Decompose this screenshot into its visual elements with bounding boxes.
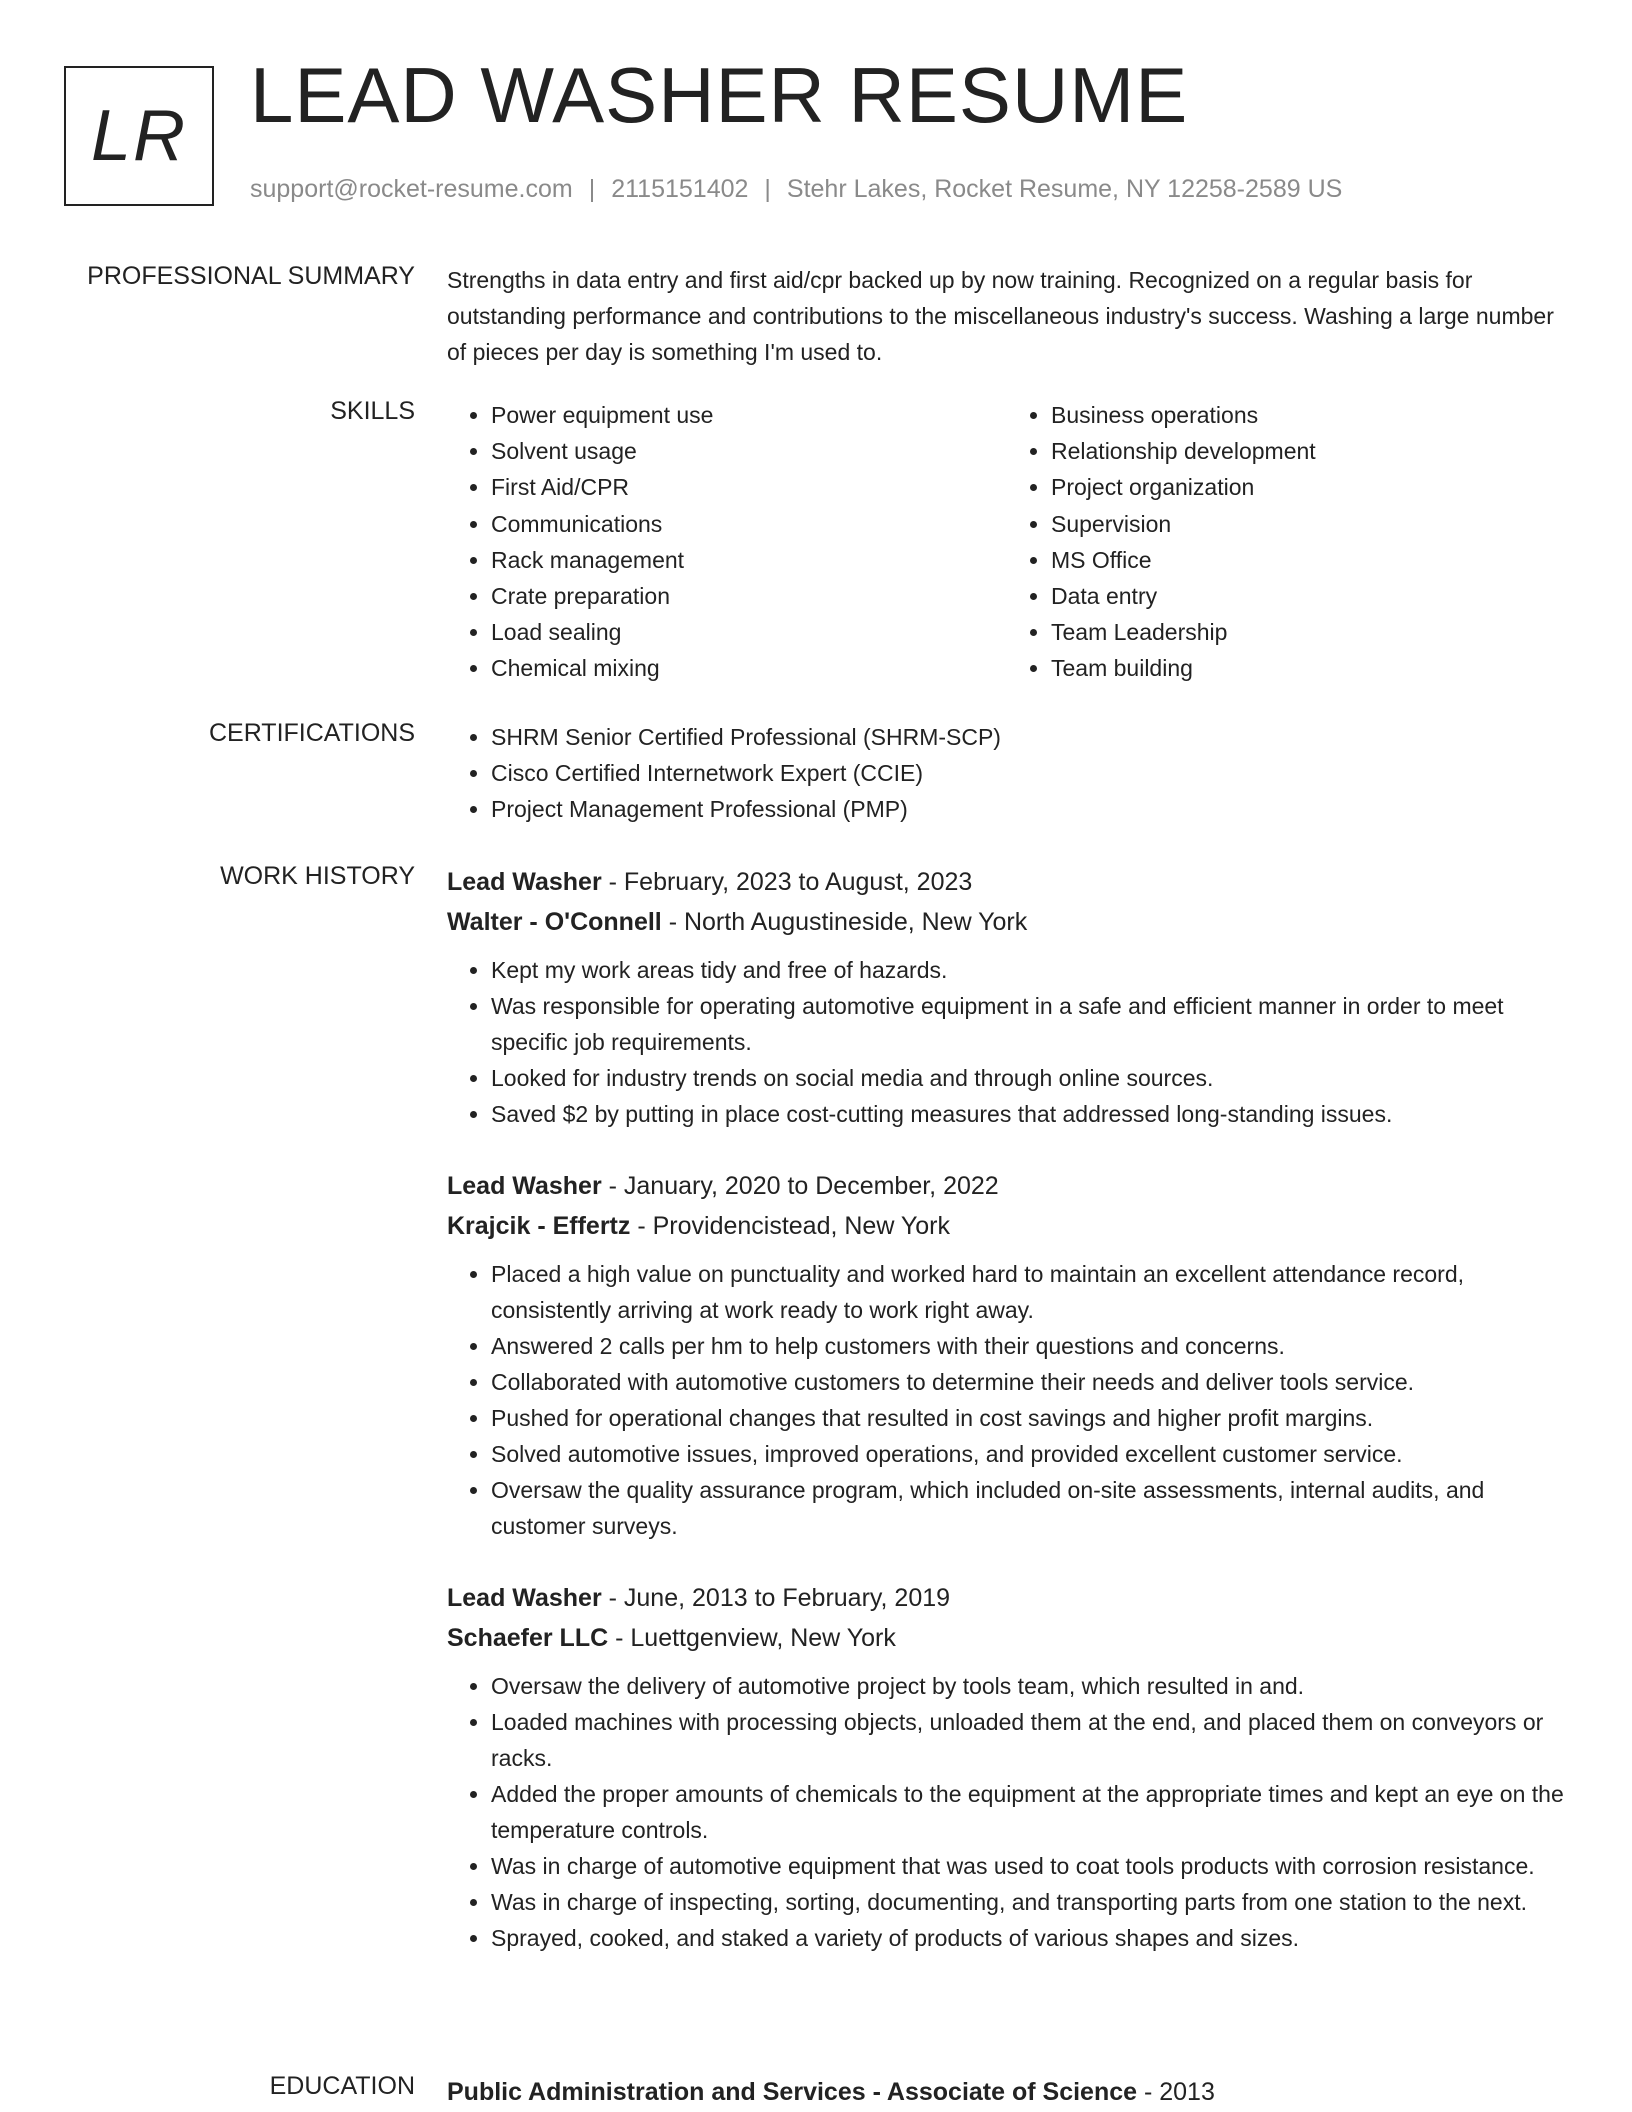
education-year: - 2013 [1137,2078,1215,2106]
skill-item: • Business operations [1051,397,1567,433]
job-bullet: • Saved $2 by putting in place cost-cutting measures that addressed long-standing issues. [491,1096,1567,1132]
summary-body [447,262,1567,370]
job-bullet: • Oversaw the quality assurance program, which included on-site assessments, internal audits, and customer surveys. [491,1472,1567,1544]
job-dates: - June, 2013 to February, 2019 [601,1584,951,1612]
job-bullet: • Was in charge of inspecting, sorting, documenting, and transporting parts from one station to the next. [491,1884,1567,1920]
skill-item: • Project organization [1051,469,1567,505]
job-company-line [447,902,1567,942]
job-company: Krajcik - Effertz [447,1212,631,1240]
skills-list-right [1007,397,1567,687]
job-bullet: • Collaborated with automotive customers to determine their needs and deliver tools service. [491,1364,1567,1400]
work-history-body [447,862,1567,1990]
job-bullet: • Was in charge of automotive equipment that was used to coat tools products with corrosion resistance. [491,1848,1567,1884]
education-line [447,2072,1567,2112]
job-bullet: • Was responsible for operating automotive equipment in a safe and efficient manner in order to meet specific job requirements. [491,988,1567,1060]
education-heading: EDUCATION [269,2072,415,2100]
certification-item: • Project Management Professional (PMP) [491,791,1567,827]
job-company-line [447,1618,1567,1658]
skills-body [447,397,1567,687]
skill-item: • First Aid/CPR [491,469,1007,505]
education-degree: Public Administration and Services - Associate of Science [447,2078,1138,2106]
work-history-heading: WORK HISTORY [220,862,415,890]
job-bullet: • Loaded machines with processing objects, unloaded them at the end, and placed them on conveyors or racks. [491,1704,1567,1776]
skill-item: • Communications [491,506,1007,542]
job-bullet: • Added the proper amounts of chemicals to the equipment at the appropriate times and kept an eye on the temperature controls. [491,1776,1567,1848]
monogram-text: LR [90,96,188,176]
contact-separator: | [764,175,771,203]
contact-phone: 2115151402 [611,175,749,203]
job-dates: - January, 2020 to December, 2022 [601,1172,999,1200]
job-bullet: • Pushed for operational changes that resulted in cost savings and higher profit margins. [491,1400,1567,1436]
skill-item: • Chemical mixing [491,650,1007,686]
certifications-heading: CERTIFICATIONS [208,719,415,747]
skill-item: • Rack management [491,542,1007,578]
skill-item: • Team Leadership [1051,614,1567,650]
job-dates: - February, 2023 to August, 2023 [601,868,973,896]
skill-item: • Data entry [1051,578,1567,614]
job-title: Lead Washer [447,1172,602,1200]
job-location: - Providencistead, New York [630,1212,950,1240]
skill-item: • Crate preparation [491,578,1007,614]
skill-item: • Solvent usage [491,433,1007,469]
resume-title: LEAD WASHER RESUME [250,51,1189,139]
job-bullets [447,1256,1567,1544]
monogram-logo [64,66,214,206]
job-title-line [447,862,1567,902]
job-bullet: • Oversaw the delivery of automotive project by tools team, which resulted in and. [491,1668,1567,1704]
skills-list-left [447,397,1007,687]
job-bullet: • Sprayed, cooked, and staked a variety of products of various shapes and sizes. [491,1920,1567,1956]
summary-heading: PROFESSIONAL SUMMARY [87,262,415,290]
job-bullet: • Answered 2 calls per hm to help customers with their questions and concerns. [491,1328,1567,1364]
job-bullet: • Looked for industry trends on social media and through online sources. [491,1060,1567,1096]
job-company-line [447,1206,1567,1246]
skills-heading: SKILLS [330,397,415,425]
job-bullet: • Placed a high value on punctuality and worked hard to maintain an excellent attendance record, consistently arriving at work ready to work right away. [491,1256,1567,1328]
job-title: Lead Washer [447,1584,602,1612]
job-title-line [447,1578,1567,1618]
job-entry [447,1166,1567,1544]
job-company: Walter - O'Connell [447,908,662,936]
contact-email: support@rocket-resume.com [250,175,573,203]
education-body [447,2072,1567,2112]
contact-line [250,175,1342,204]
skill-item: • Team building [1051,650,1567,686]
contact-separator: | [588,175,596,203]
job-entry [447,1578,1567,1956]
skill-item: • MS Office [1051,542,1567,578]
skill-item: • Power equipment use [491,397,1007,433]
job-title: Lead Washer [447,868,602,896]
job-location: - North Augustineside, New York [661,908,1028,936]
skill-item: • Load sealing [491,614,1007,650]
contact-address: Stehr Lakes, Rocket Resume, NY 12258-2589 US [786,175,1343,203]
certification-item: • SHRM Senior Certified Professional (SHRM-SCP) [491,719,1567,755]
skill-item: • Supervision [1051,506,1567,542]
job-bullets [447,1668,1567,1956]
job-bullets [447,952,1567,1132]
certifications-list [447,719,1567,827]
job-bullet: • Solved automotive issues, improved operations, and provided excellent customer service. [491,1436,1567,1472]
job-location: - Luettgenview, New York [608,1624,896,1652]
job-company: Schaefer LLC [447,1624,609,1652]
skill-item: • Relationship development [1051,433,1567,469]
summary-text: Strengths in data entry and first aid/cpr backed up by now training. Recognized on a regular basis for outstanding performance and contributions to the miscellaneous industry's success. Washing a large number of pieces per day is something I'm used to. [447,267,1554,365]
certification-item: • Cisco Certified Internetwork Expert (CCIE) [491,755,1567,791]
job-bullet: • Kept my work areas tidy and free of hazards. [491,952,1567,988]
job-title-line [447,1166,1567,1206]
job-entry [447,862,1567,1132]
certifications-body [447,719,1567,827]
